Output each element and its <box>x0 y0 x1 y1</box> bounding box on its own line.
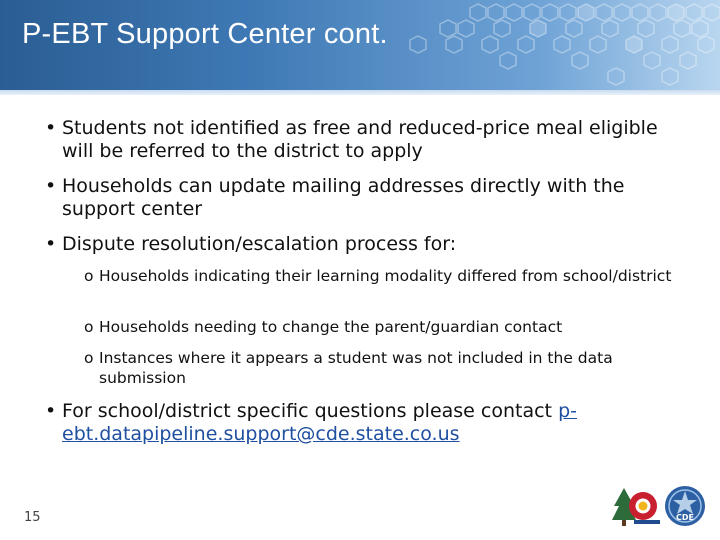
bullet-item <box>45 117 682 163</box>
bullet-marker: • <box>45 233 57 255</box>
bullet-text: Students not identified as free and reduced-price meal eligible will be referred to the district to apply <box>62 117 658 162</box>
sub-bullet-text: Instances where it appears a student was not included in the data submission <box>99 349 613 387</box>
sub-bullet-text: Households needing to change the parent/guardian contact <box>99 318 563 336</box>
header-divider <box>0 90 720 95</box>
bullet-item <box>45 400 682 446</box>
slide-header <box>0 0 720 90</box>
cde-logo-text: CDE <box>676 513 694 522</box>
bullet-text: Households can update mailing addresses directly with the support center <box>62 175 625 220</box>
sub-bullet-item <box>84 317 679 337</box>
cde-logo <box>662 484 708 528</box>
colorado-logo <box>610 484 666 528</box>
sub-bullet-item <box>84 348 679 388</box>
page-number: 15 <box>24 510 41 525</box>
sub-bullet-marker: o <box>84 267 94 285</box>
support-email-link[interactable]: p-ebt.datapipeline.support@cde.state.co.us <box>62 400 577 445</box>
bullet-text: Dispute resolution/escalation process for: <box>62 233 457 255</box>
bullet-text: For school/district specific questions please contact <box>62 400 559 422</box>
bullet-marker: • <box>45 400 57 422</box>
sub-bullet-marker: o <box>84 349 94 367</box>
sub-bullet-marker: o <box>84 318 94 336</box>
sub-bullet-item <box>84 266 679 286</box>
bullet-marker: • <box>45 117 57 139</box>
sub-bullet-text: Households indicating their learning modality differed from school/district <box>99 267 672 285</box>
bullet-marker: • <box>45 175 57 197</box>
bullet-item <box>45 233 682 256</box>
bullet-item <box>45 175 682 221</box>
slide-title: P-EBT Support Center cont. <box>22 18 388 50</box>
